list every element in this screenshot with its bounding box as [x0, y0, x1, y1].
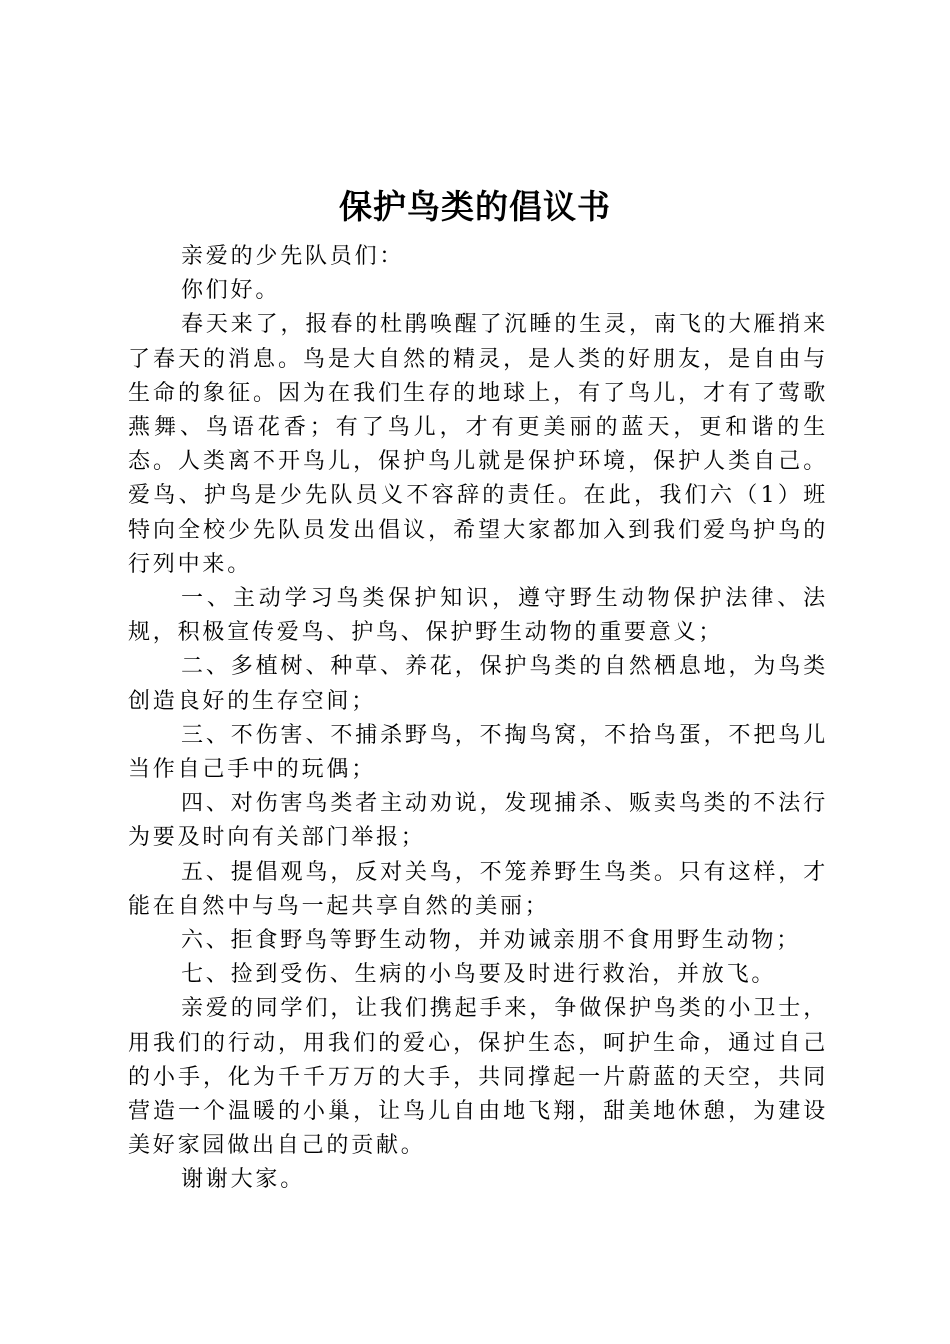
proposal-item-2: 二、多植树、种草、养花，保护鸟类的自然栖息地，为鸟类创造良好的生存空间； [128, 654, 828, 714]
proposal-item-4: 四、对伤害鸟类者主动劝说，发现捕杀、贩卖鸟类的不法行为要及时向有关部门举报； [128, 791, 828, 851]
proposal-item-3: 三、不伤害、不捕杀野鸟，不掏鸟窝，不拾鸟蛋，不把鸟儿当作自己手中的玩偶； [128, 722, 828, 783]
greeting-line: 亲爱的少先队员们： [181, 244, 405, 269]
document-body [128, 240, 828, 1198]
paragraph-intro: 春天来了，报春的杜鹃唤醒了沉睡的生灵，南飞的大雁捎来了春天的消息。鸟是大自然的精灵，是人类的好朋友，是自由与生命的象征。因为在我们生存的地球上，有了鸟儿，才有了莺歌燕舞、鸟语花香；有了鸟儿，才有更美丽的蓝天，更和谐的生态。人类离不开鸟儿，保护鸟儿就是保护环境，保护人类自己。爱鸟、护鸟是少先队员义不容辞的责任。在此，我们六（1）班特向全校少先队员发出倡议，希望大家都加入到我们爱鸟护鸟的行列中来。 [128, 312, 828, 577]
closing-line: 谢谢大家。 [181, 1167, 306, 1193]
salutation-line: 你们好。 [181, 278, 281, 304]
document-title: 保护鸟类的倡议书 [339, 187, 611, 226]
paragraph-appeal: 亲爱的同学们，让我们携起手来，争做保护鸟类的小卫士，用我们的行动，用我们的爱心，保护生态，呵护生命，通过自己的小手，化为千千万万的大手，共同撑起一片蔚蓝的天空，共同营造一个温暖的小巢，让鸟儿自由地飞翔，甜美地休憩，为建设美好家园做出自己的贡献。 [128, 996, 828, 1159]
proposal-item-7: 七、捡到受伤、生病的小鸟要及时进行救治，并放飞。 [181, 962, 777, 988]
proposal-item-6: 六、拒食野鸟等野生动物，并劝诫亲朋不食用野生动物； [181, 928, 802, 954]
proposal-item-1: 一、主动学习鸟类保护知识，遵守野生动物保护法律、法规，积极宣传爱鸟、护鸟、保护野生动物的重要意义； [128, 586, 828, 646]
proposal-item-5: 五、提倡观鸟，反对关鸟，不笼养野生鸟类。只有这样，才能在自然中与鸟一起共享自然的美丽； [128, 859, 828, 919]
